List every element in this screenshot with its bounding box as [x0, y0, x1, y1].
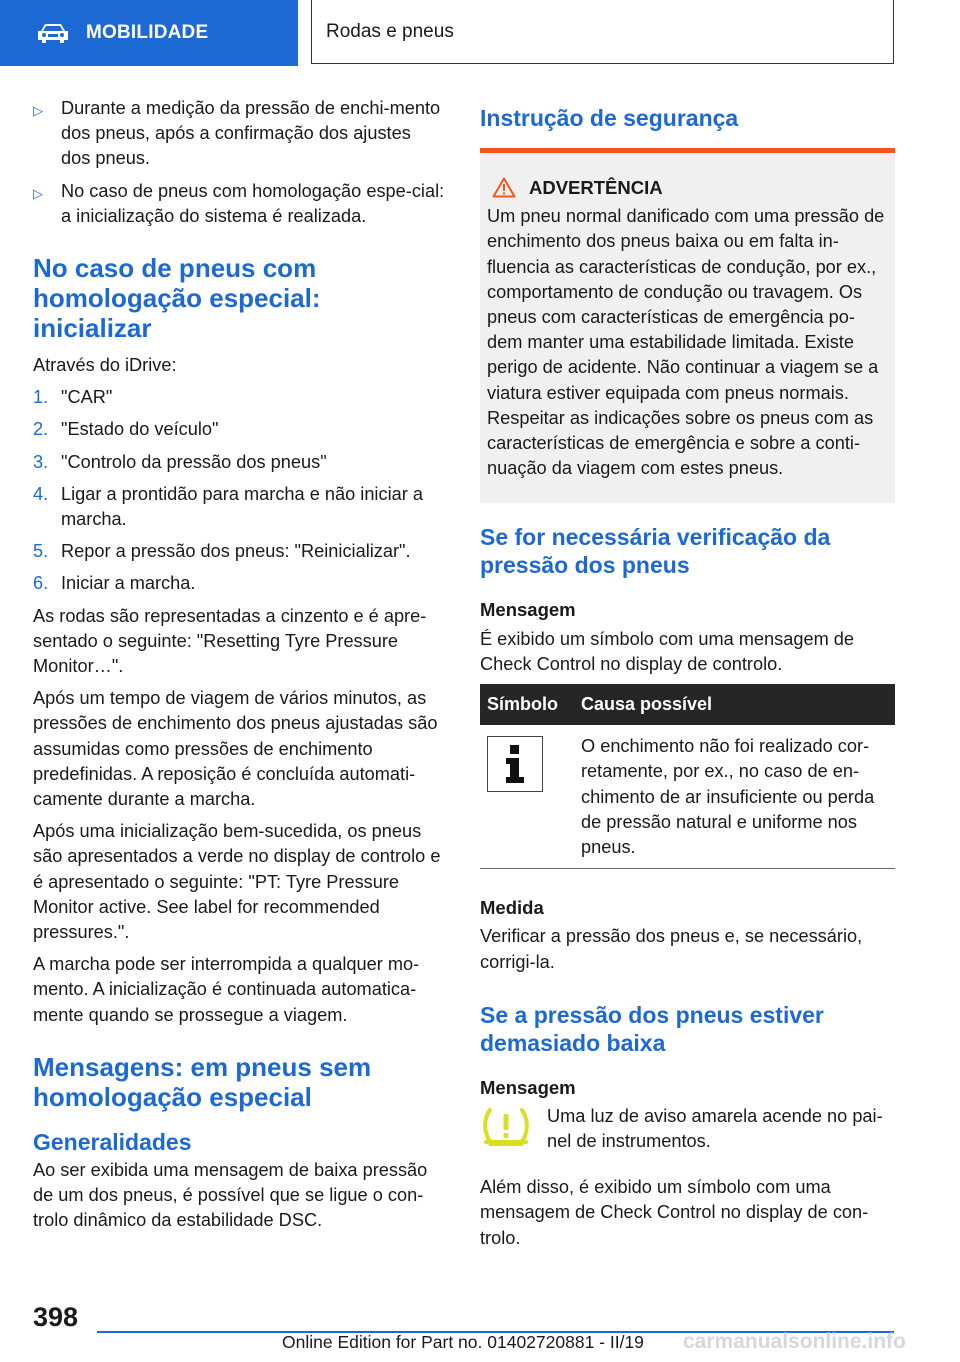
message-label: Mensagem [480, 1076, 576, 1098]
symbol-cell [480, 725, 574, 869]
paragraph: Após uma inicialização bem-sucedida, os pneus são apresentados a verde no display de controlo e é apresentado o seguinte: "PT: Tyre Pressure Monitor active. See label for recommended pressures.". [33, 821, 441, 943]
symbol-table [480, 684, 895, 869]
paragraph: Ao ser exibida uma mensagem de baixa pressão de um dos pneus, é possível que se ligue o con-trolo dinâmico da estabilidade DSC. [33, 1159, 428, 1231]
chapter-title: Rodas e pneus [326, 20, 454, 42]
paragraph: Além disso, é exibido um símbolo com uma mensagem de Check Control no display de con-trolo. [480, 1177, 869, 1248]
intro-text: Através do iDrive: [33, 355, 177, 376]
right-column [480, 96, 895, 1258]
column-header-cause: Causa possível [574, 684, 895, 725]
section-label: MOBILIDADE [86, 22, 209, 43]
heading-messages: Mensagens: em pneus sem homologação especial [33, 1051, 372, 1112]
heading-pressure-low: Se a pressão dos pneus estiver demasiado baixa [480, 1001, 824, 1056]
page-number: 398 [33, 1302, 79, 1332]
message-label: Mensagem [480, 599, 576, 621]
steps-list [33, 385, 445, 596]
tire-pressure-warning-icon [480, 1104, 547, 1155]
triangle-bullet-icon: ▷ [33, 185, 43, 201]
left-column [33, 96, 445, 1241]
bullet-text: Durante a medição da pressão de enchi-mento dos pneus, após a confirmação dos ajustes dos pneus. [61, 98, 441, 169]
list-item: 2. "Estado do veículo" [33, 419, 219, 440]
watermark-text: carmanualsonline.info [683, 1330, 906, 1353]
warning-text: Um pneu normal danificado com uma pressão de enchimento dos pneus baixa ou em falta in-fluencia as características de condução, por ex., comportamento de condução ou travagem. Os pneus com características de emergência po-dem manter uma estabilidade limitada. Existe perigo de acidente. Não continuar a viagem se a viatura estiver equipada com pneus normais. Respeitar as indicações sobre os pneus com as características de emergência e sobre a conti-nuação da viagem com estes pneus. [487, 206, 885, 479]
list-item: 5. Repor a pressão dos pneus: "Reinicializar". [33, 541, 411, 562]
paragraph: Verificar a pressão dos pneus e, se necessário, corrigi-la. [480, 926, 863, 972]
heading-initialize: No caso de pneus com homologação especial: inicializar [33, 253, 321, 344]
list-item [33, 96, 445, 172]
list-item: 6. Iniciar a marcha. [33, 573, 196, 594]
list-item: 1. "CAR" [33, 387, 113, 408]
list-item [33, 179, 445, 229]
section-tab [0, 0, 298, 66]
heading-general: Generalidades [33, 1128, 192, 1155]
paragraph: Após um tempo de viagem de vários minutos, as pressões de enchimento dos pneus ajustadas são assumidas como pressões de enchimento predefinidas. A reposição é concluída automati-camente durante a marcha. [33, 688, 438, 810]
list-item: 3. "Controlo da pressão dos pneus" [33, 451, 327, 472]
paragraph: É exibido um símbolo com uma mensagem de Check Control no display de controlo. [480, 628, 855, 674]
safety-heading: Instrução de segurança [480, 105, 739, 131]
warning-header [487, 175, 887, 200]
column-header-symbol: Símbolo [480, 684, 574, 725]
warning-label: ADVERTÊNCIA [529, 177, 663, 198]
info-icon [487, 736, 543, 792]
edition-text: Online Edition for Part no. 01402720881 - II/19 [282, 1332, 644, 1352]
heading-check-needed: Se for necessária verificação da pressão dos pneus [480, 524, 831, 579]
triangle-bullet-icon: ▷ [33, 103, 43, 118]
warning-triangle-icon [492, 177, 516, 198]
cause-cell: O enchimento não foi realizado cor-retamente, por ex., no caso de en-chimento de ar insuficiente ou perda de pressão natural e uniforme nos pneus. [574, 725, 895, 869]
warning-lamp-text: Uma luz de aviso amarela acende no pai-nel de instrumentos. [547, 1106, 883, 1152]
warning-box [480, 148, 895, 503]
measure-label: Medida [480, 897, 544, 919]
car-icon [36, 22, 70, 44]
chapter-header [311, 0, 894, 64]
table-row [480, 725, 895, 869]
paragraph: A marcha pode ser interrompida a qualquer mo-mento. A inicialização é continuada automatica-mente quando se prossegue a viagem. [33, 954, 420, 1025]
list-item: 4. Ligar a prontidão para marcha e não iniciar a marcha. [33, 483, 423, 530]
paragraph: As rodas são representadas a cinzento e é apre-sentado o seguinte: "Resetting Tyre Pressure Monitor…". [33, 605, 427, 677]
warning-lamp-row [480, 1104, 895, 1155]
bullet-text: No caso de pneus com homologação espe-cial: a inicialização do sistema é realizada. [61, 180, 445, 226]
